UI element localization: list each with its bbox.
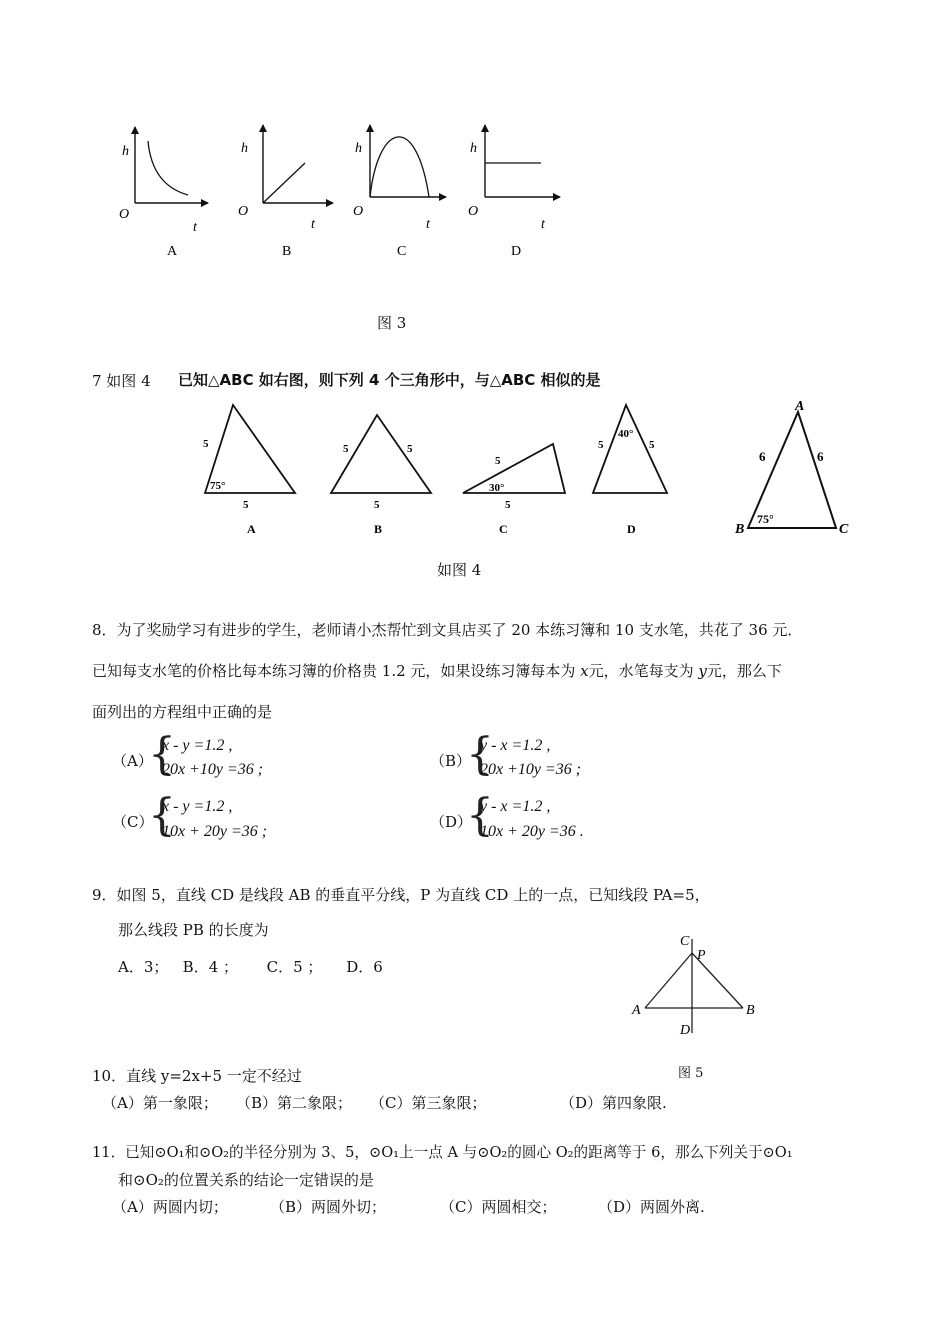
q8-option-b-label: （B） — [430, 752, 472, 770]
side-ab-label: 6 — [759, 449, 766, 464]
graph-label: B — [282, 244, 292, 259]
graph-c — [353, 125, 446, 259]
q8-option-c-eq1: x - y =1.2 , — [162, 798, 233, 815]
point-c-label: C — [680, 934, 690, 949]
option-label: B — [374, 522, 383, 536]
q8-line2-b: 元，水笔每支为 — [588, 662, 699, 680]
q11-option-b: （B）两圆外切； — [270, 1198, 387, 1216]
axis-y-label: h — [470, 141, 477, 156]
brace-icon: { — [466, 729, 494, 780]
q7-reference-triangle-abc — [720, 392, 870, 542]
option-label: A — [247, 522, 256, 536]
origin-label: O — [119, 207, 130, 222]
brace-icon: { — [148, 790, 176, 841]
q8-option-c-label: （C） — [112, 813, 154, 831]
q8-option-b-eq1: y - x =1.2 , — [480, 737, 551, 754]
axis-x-label: t — [426, 217, 430, 232]
q8-line2-a: 已知每支水笔的价格比每本练习簿的价格贵 1.2 元，如果设练习簿每本为 — [92, 662, 581, 680]
axis-x-label: t — [311, 217, 315, 232]
figure-4-caption: 如图 4 — [437, 561, 482, 579]
side-label: 5 — [407, 443, 413, 455]
side-label: 5 — [505, 499, 511, 511]
option-label: C — [499, 522, 508, 536]
q9-options: A．3； B．4 ； C．5 ； D．6 — [118, 958, 383, 976]
side-label: 5 — [203, 438, 209, 450]
brace-icon: { — [466, 790, 494, 841]
side-ac-label: 6 — [817, 449, 824, 464]
brace-icon: { — [148, 729, 176, 780]
q8-option-c-eq2: 10x + 20y =36 ; — [162, 823, 268, 840]
origin-label: O — [238, 204, 249, 219]
q8-option-a-eq1: x - y =1.2 , — [162, 737, 233, 754]
var-x: x — [580, 662, 589, 680]
figure-3-graphs — [100, 115, 580, 265]
axis-y-label: h — [355, 141, 362, 156]
line-increasing — [263, 163, 305, 203]
axis-y-label: h — [122, 144, 129, 159]
q10-option-c: （C）第三象限； — [370, 1094, 487, 1112]
graph-label: A — [167, 244, 178, 259]
q8-option-d-eq2: 10x + 20y =36 . — [480, 823, 584, 840]
vertex-b-label: B — [735, 522, 745, 537]
triangle-c — [463, 444, 565, 536]
q8-option-a-eq2: 20x +10y =36 ; — [162, 761, 264, 778]
vertex-a-label: A — [795, 399, 805, 414]
q8-option-a-label: （A） — [112, 752, 153, 770]
figure-5-caption: 图 5 — [678, 1066, 704, 1081]
point-d-label: D — [680, 1023, 691, 1038]
axis-x-label: t — [541, 217, 545, 232]
axis-x-label: t — [193, 220, 197, 235]
curve-decreasing — [148, 141, 188, 195]
q11-line2: 和⊙O₂的位置关系的结论一定错误的是 — [118, 1171, 374, 1189]
point-a-label: A — [632, 1003, 641, 1018]
q9-line2: 那么线段 PB 的长度为 — [118, 921, 269, 939]
q10-line1: 10．直线 y=2x+5 一定不经过 — [92, 1067, 302, 1085]
q8-line2-c: 元，那么下 — [706, 662, 782, 680]
side-label: 5 — [343, 443, 349, 455]
q8-option-d-label: （D） — [430, 813, 473, 831]
q8-line3: 面列出的方程组中正确的是 — [92, 703, 273, 721]
segment-pa — [645, 953, 692, 1008]
side-label: 5 — [598, 439, 604, 451]
q11-option-c: （C）两圆相交； — [440, 1198, 557, 1216]
curve-arch — [370, 137, 429, 197]
side-label: 5 — [495, 455, 501, 467]
q8-option-b-eq2: 20x +10y =36 ; — [480, 761, 582, 778]
point-p-label: P — [697, 948, 706, 963]
graph-label: C — [397, 244, 407, 259]
angle-label: 75° — [210, 480, 226, 492]
side-label: 5 — [374, 499, 380, 511]
q11-line1: 11．已知⊙O₁和⊙O₂的半径分别为 3、5，⊙O₁上一点 A 与⊙O₂的圆心 O₂的距离等于 6，那么下列关于⊙O₁ — [92, 1144, 793, 1161]
origin-label: O — [353, 204, 364, 219]
option-label: D — [627, 522, 636, 536]
q8-line1: 8．为了奖励学习有进步的学生，老师请小杰帮忙到文具店买了 20 本练习簿和 10 支水笔，共花了 36 元． — [92, 621, 803, 639]
triangle-d — [593, 405, 667, 536]
angle-label: 30° — [489, 482, 505, 494]
q10-option-b: （B）第二象限； — [236, 1094, 353, 1112]
q10-option-a: （A）第一象限； — [102, 1094, 218, 1112]
graph-a — [119, 127, 208, 259]
q8-line2 — [92, 661, 782, 681]
triangle-a — [203, 405, 295, 536]
q11-option-a: （A）两圆内切； — [112, 1198, 228, 1216]
graph-label: D — [511, 244, 522, 259]
figure-3-caption: 图 3 — [377, 314, 407, 332]
q7-option-triangles — [175, 395, 675, 545]
figure-5 — [625, 925, 775, 1040]
q8-option-d-eq1: y - x =1.2 , — [480, 798, 551, 815]
origin-label: O — [468, 204, 479, 219]
side-label: 5 — [649, 439, 655, 451]
axis-y-label: h — [241, 141, 248, 156]
angle-label: 40° — [618, 428, 634, 440]
var-y: y — [698, 662, 707, 680]
vertex-c-label: C — [839, 522, 849, 537]
q9-line1: 9．如图 5，直线 CD 是线段 AB 的垂直平分线，P 为直线 CD 上的一点，已知线段 PA=5， — [92, 886, 710, 904]
angle-b-label: 75° — [757, 512, 774, 526]
q10-option-d: （D）第四象限. — [560, 1094, 667, 1112]
side-label: 5 — [243, 499, 249, 511]
graph-d — [468, 125, 560, 259]
point-b-label: B — [746, 1003, 755, 1018]
q11-option-d: （D）两圆外离. — [598, 1198, 705, 1216]
q7-number: 7 如图 4 — [92, 372, 151, 390]
q7-stem: 已知△ABC 如右图，则下列 4 个三角形中，与△ABC 相似的是 — [178, 371, 601, 389]
graph-b — [238, 125, 333, 259]
triangle-b — [331, 415, 431, 536]
